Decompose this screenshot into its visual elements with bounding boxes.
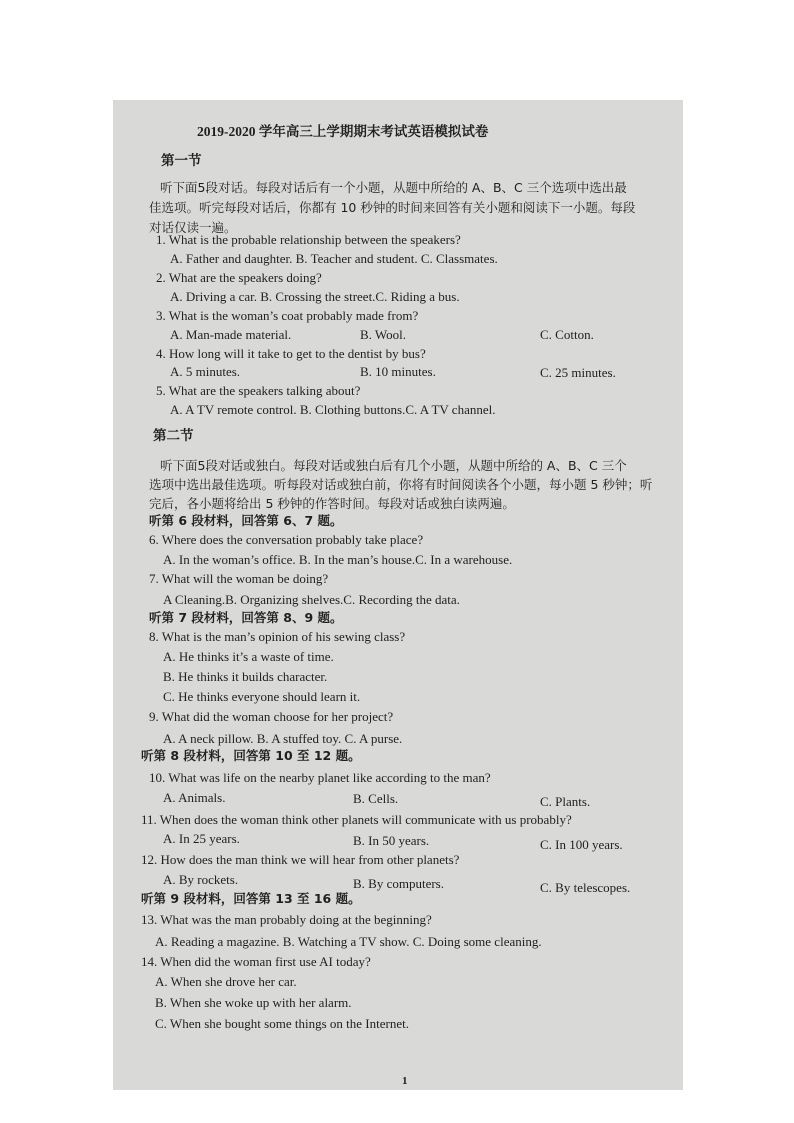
section1-instruction-line: 对话仅读一遍。 [149,220,237,235]
question-10-option-c: C. Plants. [540,794,591,809]
section2-instruction-line: 听下面5段对话或独白。每段对话或独白后有几个小题，从题中所给的 A、B、C 三个 [160,458,627,473]
question-3-option-a: A. Man-made material. [170,327,292,342]
question-9-options: A. A neck pillow. B. A stuffed toy. C. A purse. [163,731,403,746]
question-10-option-b: B. Cells. [353,791,399,806]
question-11-option-a: A. In 25 years. [163,831,240,846]
section2-instruction-line: 选项中选出最佳选项。听每段对话或独白前，你将有时间阅读各个小题，每小题 5 秒钟；听 [149,477,653,492]
section2-heading: 第二节 [153,428,194,443]
question-12: 12. How does the man think we will hear from other planets? [141,852,460,867]
material-7-heading: 听第 7 段材料，回答第 8、9 题。 [149,610,343,625]
question-1: 1. What is the probable relationship between the speakers? [156,232,461,247]
question-12-option-b: B. By computers. [353,876,444,891]
question-4: 4. How long will it take to get to the dentist by bus? [156,346,426,361]
question-2-options: A. Driving a car. B. Crossing the street.C. Riding a bus. [170,289,460,304]
section2-instruction-line: 完后，各小题将给出 5 秒钟的作答时间。每段对话或独白读两遍。 [149,496,515,511]
question-2: 2. What are the speakers doing? [156,270,322,285]
question-3: 3. What is the woman’s coat probably made from? [156,308,419,323]
page-number: 1 [402,1075,408,1087]
question-4-option-c: C. 25 minutes. [540,365,616,380]
question-8-option-b: B. He thinks it builds character. [163,669,328,684]
question-11-option-c: C. In 100 years. [540,837,623,852]
question-7: 7. What will the woman be doing? [149,571,329,586]
question-5: 5. What are the speakers talking about? [156,383,361,398]
question-3-option-b: B. Wool. [360,327,407,342]
question-13: 13. What was the man probably doing at the beginning? [141,912,432,927]
question-12-option-a: A. By rockets. [163,872,239,887]
question-7-options: A Cleaning.B. Organizing shelves.C. Recording the data. [163,592,460,607]
section1-instruction-line: 佳选项。听完每段对话后，你都有 10 秒钟的时间来回答有关小题和阅读下一小题。每段 [149,200,636,215]
question-4-option-b: B. 10 minutes. [360,364,436,379]
exam-title: 2019-2020 学年高三上学期期末考试英语模拟试卷 [197,124,489,139]
exam-page [113,100,683,1090]
question-5-options: A. A TV remote control. B. Clothing buttons.C. A TV channel. [170,402,496,417]
question-8: 8. What is the man’s opinion of his sewing class? [149,629,406,644]
question-12-option-c: C. By telescopes. [540,880,631,895]
question-11: 11. When does the woman think other planets will communicate with us probably? [141,812,572,827]
question-14-option-c: C. When she bought some things on the Internet. [155,1016,409,1031]
question-8-option-c: C. He thinks everyone should learn it. [163,689,361,704]
question-10: 10. What was life on the nearby planet like according to the man? [149,770,491,785]
question-14-option-b: B. When she woke up with her alarm. [155,995,352,1010]
question-9: 9. What did the woman choose for her project? [149,709,394,724]
material-8-heading: 听第 8 段材料，回答第 10 至 12 题。 [141,748,361,763]
question-10-option-a: A. Animals. [163,790,226,805]
question-11-option-b: B. In 50 years. [353,833,430,848]
section1-instruction-line: 听下面5段对话。每段对话后有一个小题，从题中所给的 A、B、C 三个选项中选出最 [160,180,627,195]
section1-heading: 第一节 [161,153,202,168]
question-13-options: A. Reading a magazine. B. Watching a TV show. C. Doing some cleaning. [155,934,542,949]
question-6-options: A. In the woman’s office. B. In the man’s house.C. In a warehouse. [163,552,513,567]
question-6: 6. Where does the conversation probably take place? [149,532,424,547]
question-14: 14. When did the woman first use AI today? [141,954,371,969]
question-8-option-a: A. He thinks it’s a waste of time. [163,649,334,664]
question-3-option-c: C. Cotton. [540,327,594,342]
question-14-option-a: A. When she drove her car. [155,974,297,989]
material-9-heading: 听第 9 段材料，回答第 13 至 16 题。 [141,891,361,906]
material-6-heading: 听第 6 段材料，回答第 6、7 题。 [149,513,343,528]
question-4-option-a: A. 5 minutes. [170,364,241,379]
question-1-options: A. Father and daughter. B. Teacher and student. C. Classmates. [170,251,498,266]
